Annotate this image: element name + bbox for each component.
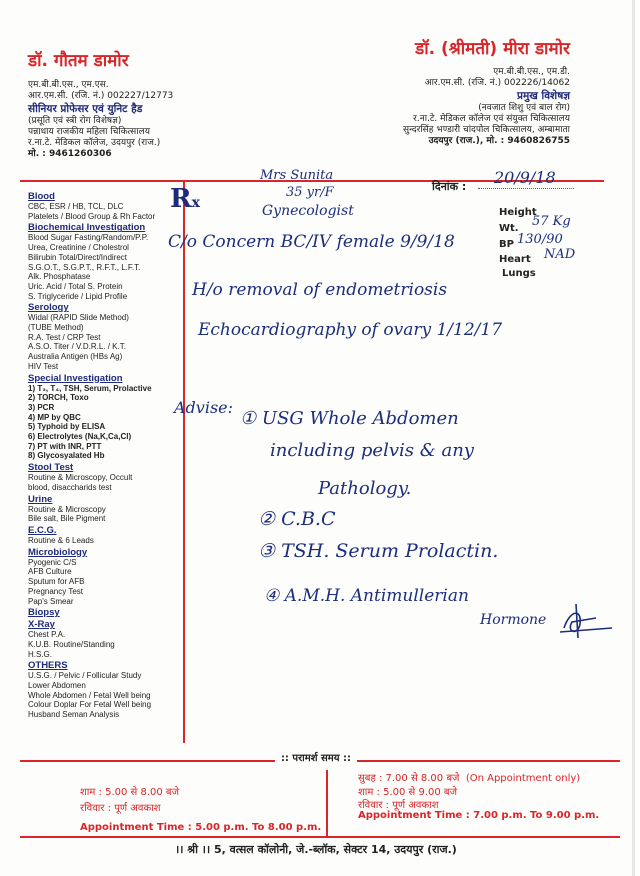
sidebar-test-item: Australia Antigen (HBs Ag): [28, 352, 123, 362]
consult-right-sunday: रविवार : पूर्ण अवकाश: [358, 800, 439, 811]
sidebar-test-item: Whole Abdomen / Fetal Well being: [28, 690, 151, 700]
hw-advice-2: ② C.B.C: [258, 508, 336, 530]
sidebar-test-item: A.S.O. Titer / V.D.R.L. / K.T.: [28, 342, 126, 352]
sidebar-test-item: Husband Seman Analysis: [28, 710, 120, 720]
sidebar-test-item: Uric. Acid / Total S. Protein: [28, 281, 123, 291]
sidebar-section: [28, 494, 184, 524]
right-doctor-specialty: (नवजात शिशु एवं बाल रोग): [478, 103, 570, 113]
hw-referral: Gynecologist: [262, 203, 354, 219]
sidebar-section: [28, 191, 184, 221]
sidebar-section: [28, 222, 184, 301]
hw-advice-1-end: Pathology.: [318, 478, 412, 499]
sidebar-test-item: Widal (RAPID Slide Method): [28, 313, 129, 323]
investigation-sidebar: [28, 190, 184, 720]
sidebar-test-item: blood, disaccharids test: [28, 482, 112, 492]
vital-bp-value: 130/90: [517, 232, 563, 247]
sidebar-test-item: CBC, ESR / HB, TCL, DLC: [28, 202, 124, 211]
vital-lungs-label: Lungs: [502, 268, 536, 279]
left-doctor-degree: एम.बी.बी.एस., एम.एस.: [28, 80, 109, 90]
date-line: [478, 188, 574, 189]
sidebar-test-item: AFB Culture: [28, 567, 72, 577]
date-value: 20/9/18: [494, 168, 556, 187]
sidebar-test-item: Platelets / Blood Group & Rh Factor: [28, 211, 156, 221]
hw-patient-age: 35 yr/F: [286, 185, 334, 200]
consult-left-sunday: रविवार : पूर्ण अवकाश: [80, 803, 161, 814]
sidebar-section-heading: Biochemical Investigation: [28, 222, 146, 234]
sidebar-test-item: 4) MP by QBC: [28, 412, 81, 422]
sidebar-test-item: (TUBE Method): [28, 323, 84, 333]
left-doctor-reg: आर.एम.सी. (रजि. नं.) 002227/12773: [28, 91, 174, 101]
left-doctor-block: [28, 48, 278, 160]
hw-echo: Echocardiography of ovary 1/12/17: [198, 320, 503, 340]
hw-advice-3: ③ TSH. Serum Prolactin.: [258, 540, 499, 562]
footer-address: ।। श्री ।। 5, वत्सल कॉलोनी, जे.-ब्लॉक, सेक्टर 14, उदयपुर (राज.): [175, 843, 457, 856]
left-doctor-specialty: (प्रसूति एवं स्त्री रोग विशेषज्ञ): [28, 116, 122, 126]
sidebar-section-heading: Microbiology: [28, 546, 88, 558]
rx-symbol: Rx: [170, 184, 200, 214]
sidebar-test-item: 5) Typhoid by ELISA: [28, 422, 106, 432]
vital-heart-value: NAD: [544, 247, 576, 262]
sidebar-section: [28, 547, 184, 607]
sidebar-section-heading: X-Ray: [28, 619, 55, 631]
sidebar-test-item: Bilirubin Total/Direct/Indirect: [28, 252, 128, 262]
hw-patient-name: Mrs Sunita: [260, 168, 334, 183]
sidebar-test-item: Colour Doplar For Fetal Well being: [28, 700, 152, 710]
vital-height-label: Height: [499, 207, 537, 218]
sidebar-test-item: Routine & Microscopy, Occult: [28, 473, 133, 483]
sidebar-test-item: S.G.O.T., S.G.P.T., R.F.T., L.F.T.: [28, 262, 141, 272]
hw-advice-4-end: Hormone: [480, 612, 547, 628]
sidebar-test-item: Routine & 6 Leads: [28, 535, 94, 545]
consult-left-appt: Appointment Time : 5.00 p.m. To 8.00 p.m.: [80, 822, 322, 833]
sidebar-test-item: Bile salt, Bile Pigment: [28, 514, 106, 524]
hw-advice-1-cont: including pelvis & any: [270, 440, 474, 461]
right-doctor-degree: एम.बी.बी.एस., एम.डी.: [493, 67, 570, 77]
sidebar-section: [28, 619, 184, 659]
sidebar-test-item: Pap's Smear: [28, 596, 74, 606]
sidebar-test-item: Sputum for AFB: [28, 577, 85, 587]
sidebar-test-item: K.U.B. Routine/Standing: [28, 639, 115, 649]
sidebar-test-item: Chest P.A.: [28, 630, 66, 640]
hw-advice-4: ④ A.M.H. Antimullerian: [264, 586, 469, 606]
sidebar-test-item: R.A. Test / CRP Test: [28, 332, 101, 342]
right-doctor-name: डॉ. (श्रीमती) मीरा डामोर: [415, 39, 570, 59]
consult-right-appt: Appointment Time : 7.00 p.m. To 9.00 p.m.: [358, 810, 600, 821]
sidebar-test-item: HIV Test: [28, 361, 59, 371]
left-doctor-hospital: पन्नाधाय राजकीय महिला चिकित्सालय: [28, 127, 150, 137]
vital-wt-value: 57 Kg: [532, 214, 571, 229]
sidebar-test-item: 1) T₃, T₄, TSH, Serum, Prolactive: [28, 383, 152, 393]
right-doctor-hospital: सुन्दरसिंह भण्डारी चांदपोल चिकित्सालय, अम्बामाता: [403, 125, 570, 135]
sidebar-section: [28, 462, 184, 492]
sidebar-test-item: Blood Sugar Fasting/Random/P.P.: [28, 233, 149, 243]
left-doctor-name: डॉ. गौतम डामोर: [28, 51, 129, 71]
hw-advice-1: ① USG Whole Abdomen: [240, 408, 459, 429]
sidebar-test-item: U.S.G. / Pelvic / Follicular Study: [28, 671, 142, 681]
consult-middle-divider: [326, 770, 328, 836]
vital-bp-label: BP: [499, 239, 514, 250]
sidebar-section-heading: Biopsy: [28, 607, 60, 619]
left-doctor-college: र.ना.टे. मेडिकल कॉलेज, उदयपुर (राज.): [28, 138, 161, 148]
sidebar-test-item: Pyogenic C/S: [28, 557, 77, 567]
hw-advise: Advise:: [174, 398, 234, 417]
sidebar-section-heading: Blood: [28, 191, 55, 202]
consult-right-note: (On Appointment only): [465, 773, 581, 784]
sidebar-section-heading: OTHERS: [28, 660, 68, 672]
sidebar-section-heading: Stool Test: [28, 462, 74, 474]
consult-left-time: शाम : 5.00 से 8.00 बजे: [80, 787, 180, 798]
hw-history: H/o removal of endometriosis: [192, 280, 448, 300]
right-doctor-title: प्रमुख विशेषज्ञ: [517, 90, 570, 102]
sidebar-test-item: 6) Electrolytes (Na,K,Ca,Cl): [28, 432, 132, 442]
sidebar-section-heading: E.C.G.: [28, 524, 57, 536]
sidebar-section-heading: Serology: [28, 302, 69, 314]
consult-bottom-divider: [20, 836, 620, 838]
signature-mark: [556, 598, 616, 642]
sidebar-test-item: 3) PCR: [28, 402, 55, 412]
sidebar-test-item: Alk. Phosphatase: [28, 272, 91, 282]
left-doctor-mobile: मो. : 9461260306: [28, 149, 112, 159]
left-doctor-title: सीनियर प्रोफेसर एवं युनिट हैड: [28, 103, 143, 115]
right-doctor-reg: आर.एम.सी. (रजि. नं.) 002226/14062: [424, 78, 570, 88]
right-doctor-mobile: उदयपुर (राज.), मो. : 9460826755: [428, 136, 570, 146]
sidebar-test-item: 2) TORCH, Toxo: [28, 393, 89, 403]
sidebar-test-item: S. Triglyceride / Lipid Profile: [28, 291, 128, 301]
sidebar-section-heading: Urine: [28, 493, 53, 505]
sidebar-section: [28, 607, 184, 618]
sidebar-test-item: 8) Glycosyalated Hb: [28, 451, 105, 461]
vital-wt-label: Wt.: [499, 223, 519, 234]
date-label: दिनांक :: [432, 180, 467, 193]
sidebar-test-item: Lower Abdomen: [28, 681, 86, 691]
vital-heart-label: Heart: [499, 254, 531, 265]
sidebar-test-item: Pregnancy Test: [28, 586, 83, 596]
sidebar-section: [28, 302, 184, 371]
consult-right-evening: शाम : 5.00 से 9.00 बजे: [358, 787, 458, 798]
consult-heading: :: परामर्श समय ::: [0, 750, 632, 764]
sidebar-section: [28, 660, 184, 720]
sidebar-test-item: Routine & Microscopy: [28, 504, 106, 514]
right-doctor-block: [352, 36, 570, 147]
sidebar-test-item: 7) PT with INR, PTT: [28, 441, 102, 451]
right-doctor-college: र.ना.टे. मेडिकल कॉलेज एवं संयुक्त चिकित्सालय: [413, 114, 570, 124]
sidebar-test-item: H.S.G.: [28, 649, 53, 659]
sidebar-section: [28, 525, 184, 546]
consult-right-morning: सुबह : 7.00 से 8.00 बजे (On Appointment only): [358, 773, 581, 784]
hw-complaint: C/o Concern BC/IV female 9/9/18: [168, 232, 455, 252]
sidebar-test-item: Urea, Creatinine / Cholestrol: [28, 243, 129, 253]
sidebar-section: [28, 373, 184, 462]
sidebar-section-heading: Special Investigation: [28, 372, 123, 384]
